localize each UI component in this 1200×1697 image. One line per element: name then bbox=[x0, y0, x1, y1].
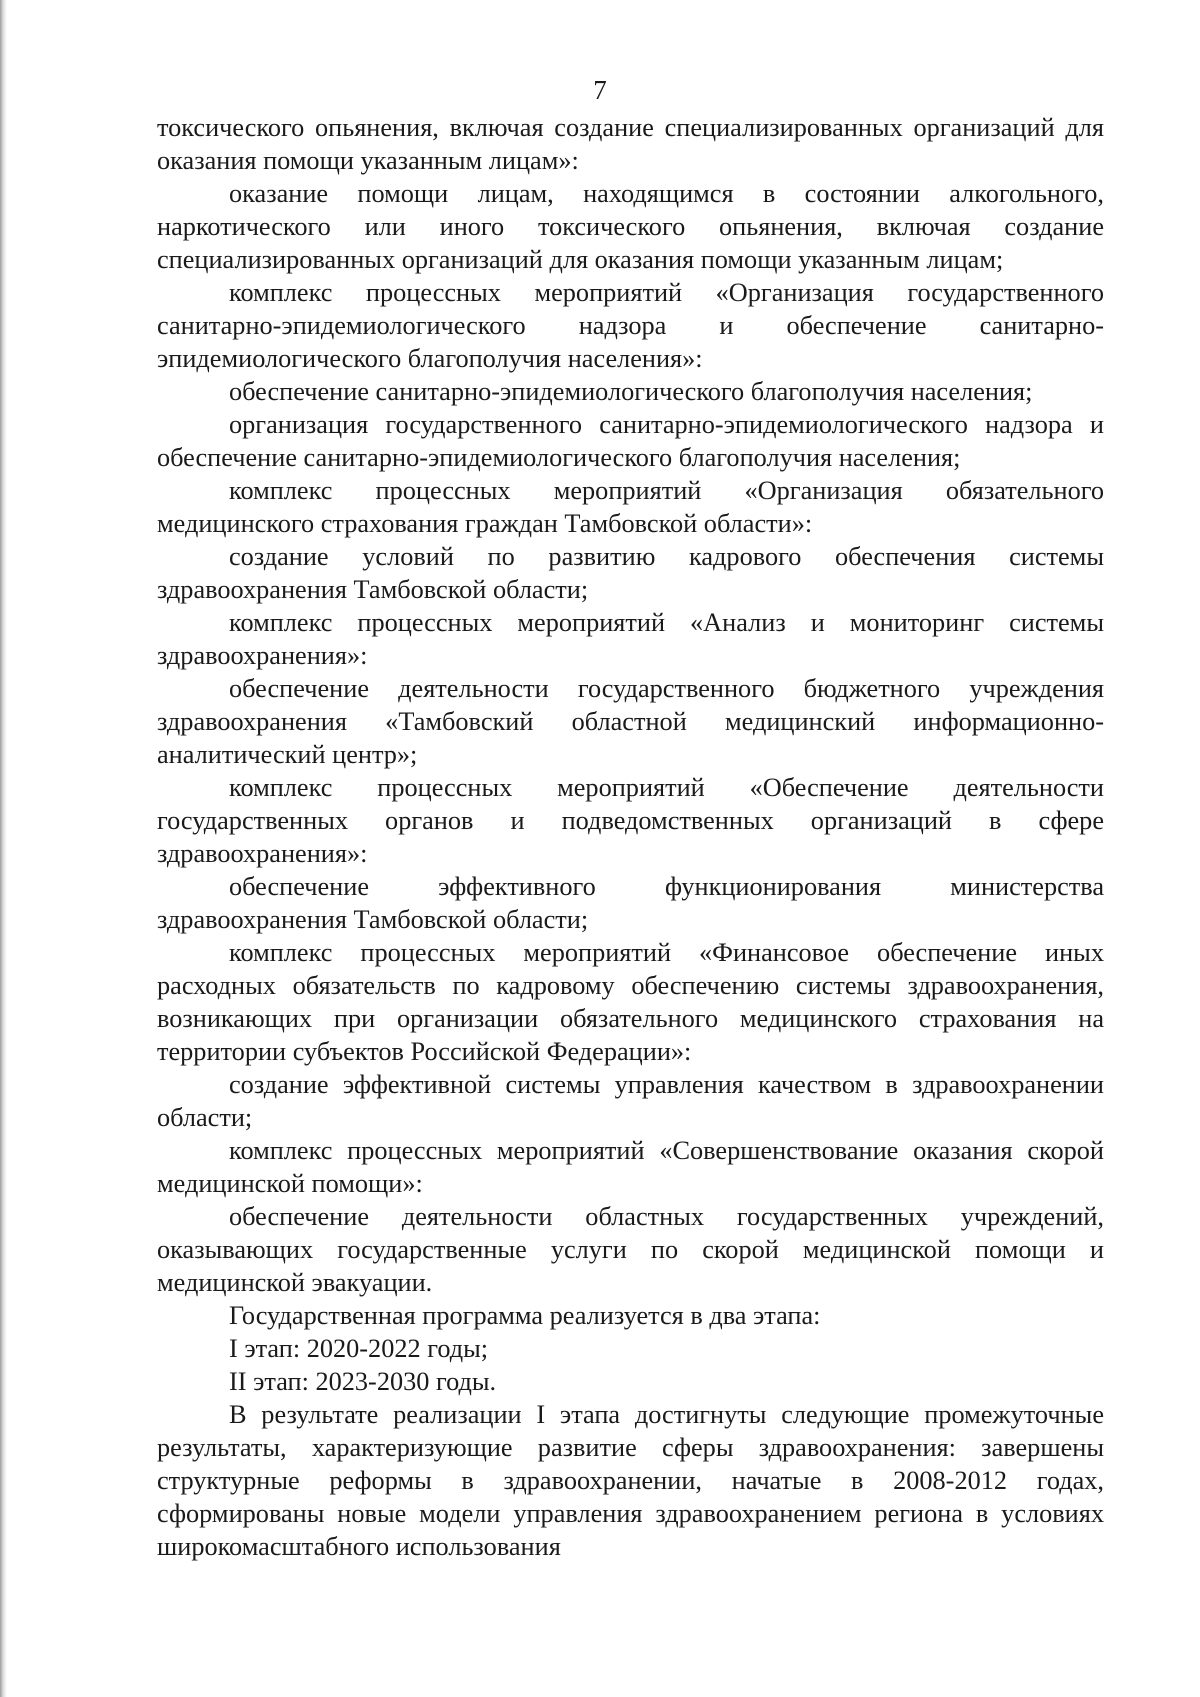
paragraph-8: обеспечение деятельности государственного бюджетного учреждения здравоохранения «Тамбовский областной медицинский информационно-аналитический центр»; bbox=[157, 674, 1104, 769]
paragraph-17: II этап: 2023-2030 годы. bbox=[229, 1367, 497, 1396]
paragraph-15: Государственная программа реализуется в два этапа: bbox=[229, 1301, 821, 1330]
scan-edge-shadow bbox=[0, 0, 7, 1697]
paragraph-12: создание эффективной системы управления качеством в здравоохранении области; bbox=[157, 1070, 1104, 1132]
paragraph-5: комплекс процессных мероприятий «Организация обязательного медицинского страхования граждан Тамбовской области»: bbox=[157, 476, 1104, 538]
paragraph-0: токсического опьянения, включая создание специализированных организаций для оказания помощи указанным лицам»: bbox=[157, 113, 1104, 175]
paragraph-10: обеспечение эффективного функционирования министерства здравоохранения Тамбовской области; bbox=[157, 872, 1104, 934]
paragraph-6: создание условий по развитию кадрового обеспечения системы здравоохранения Тамбовской области; bbox=[157, 542, 1104, 604]
document-body bbox=[157, 111, 1104, 1563]
paragraph-1: оказание помощи лицам, находящимся в состоянии алкогольного, наркотического или иного токсического опьянения, включая создание специализированных организаций для оказания помощи указанным лицам; bbox=[157, 179, 1104, 274]
paragraph-3: обеспечение санитарно-эпидемиологического благополучия населения; bbox=[229, 377, 1033, 406]
paragraph-18: В результате реализации I этапа достигнуты следующие промежуточные результаты, характеризующие развитие сферы здравоохранения: завершены структурные реформы в здравоохранении, начатые в 2008-2012 годах, сформированы новые модели управления здравоохранением региона в условиях широкомасштабного использования bbox=[157, 1400, 1104, 1561]
paragraph-7: комплекс процессных мероприятий «Анализ и мониторинг системы здравоохранения»: bbox=[157, 608, 1104, 670]
paragraph-13: комплекс процессных мероприятий «Совершенствование оказания скорой медицинской помощи»: bbox=[157, 1136, 1104, 1198]
paragraph-2: комплекс процессных мероприятий «Организация государственного санитарно-эпидемиологического надзора и обеспечение санитарно-эпидемиологического благополучия населения»: bbox=[157, 278, 1104, 373]
paragraph-4: организация государственного санитарно-эпидемиологического надзора и обеспечение санитарно-эпидемиологического благополучия населения; bbox=[157, 410, 1104, 472]
page-number: 7 bbox=[593, 75, 607, 105]
paragraph-16: I этап: 2020-2022 годы; bbox=[229, 1334, 489, 1363]
paragraph-9: комплекс процессных мероприятий «Обеспечение деятельности государственных органов и подведомственных организаций в сфере здравоохранения»: bbox=[157, 773, 1104, 868]
paragraph-11: комплекс процессных мероприятий «Финансовое обеспечение иных расходных обязательств по кадровому обеспечению системы здравоохранения, возникающих при организации обязательного медицинского страхования на территории субъектов Российской Федерации»: bbox=[157, 938, 1104, 1066]
paragraph-14: обеспечение деятельности областных государственных учреждений, оказывающих государственные услуги по скорой медицинской помощи и медицинской эвакуации. bbox=[157, 1202, 1104, 1297]
